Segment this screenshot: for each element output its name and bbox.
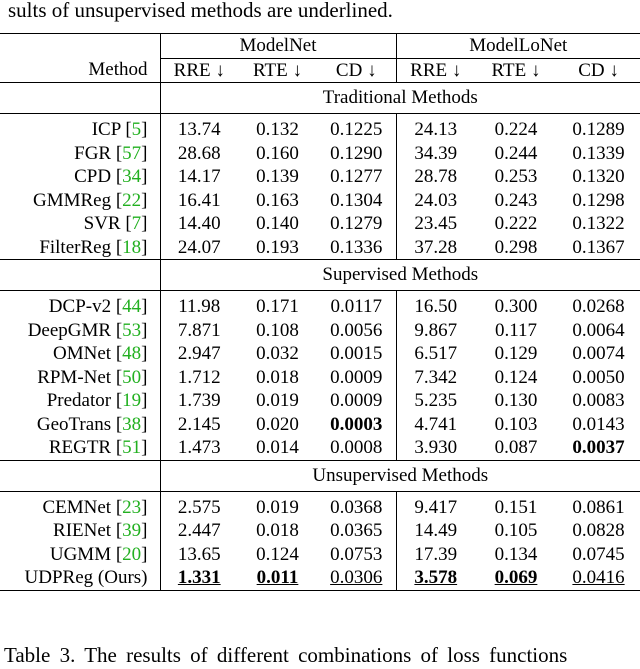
- metric-value: 0.0050: [572, 366, 625, 388]
- citation-link[interactable]: 38: [122, 413, 142, 435]
- metric-value: 0.0009: [330, 390, 383, 411]
- value-cell: [160, 436, 238, 460]
- citation-link[interactable]: 51: [122, 437, 142, 458]
- citation-link[interactable]: 22: [122, 189, 142, 211]
- value-cell: [475, 142, 557, 166]
- metric-value: 0.019: [256, 496, 299, 518]
- value-cell: [160, 543, 238, 567]
- value-cell: [475, 566, 557, 590]
- method-name: REGTR: [48, 437, 112, 458]
- value-cell: [160, 189, 238, 213]
- value-cell: [160, 519, 238, 543]
- metric-value: 0.124: [494, 366, 538, 388]
- value-cell: [557, 389, 640, 413]
- metric-value: 0.298: [494, 236, 538, 258]
- metric-value: 0.0365: [330, 520, 383, 541]
- group-header-modellonet: ModelLoNet: [396, 34, 640, 59]
- caption-bottom: Table 3. The results of different combinations of loss functions: [4, 643, 568, 667]
- value-cell: [396, 189, 475, 213]
- value-cell: [475, 114, 557, 142]
- method-name: DCP-v2: [48, 296, 112, 317]
- table-row: [0, 212, 640, 236]
- value-cell: [557, 212, 640, 236]
- metric-value: 0.134: [494, 543, 538, 565]
- method-cell: FilterReg [18]: [39, 236, 148, 258]
- citation-link[interactable]: 19: [122, 390, 142, 411]
- value-cell: [475, 236, 557, 260]
- metric-value: 11.98: [178, 296, 221, 317]
- metric-value: 0.130: [494, 390, 538, 411]
- metric-value: 0.0074: [572, 343, 625, 364]
- metric-value: 17.39: [414, 543, 458, 565]
- value-cell: [475, 413, 557, 437]
- value-cell: [238, 543, 317, 567]
- value-cell: [475, 543, 557, 567]
- method-cell: CPD [34]: [74, 166, 148, 187]
- value-cell: [317, 543, 396, 567]
- section-title-row: [0, 83, 640, 114]
- metric-value: 2.145: [177, 413, 221, 435]
- section-title-row: [0, 460, 640, 491]
- value-cell: [396, 519, 475, 543]
- method-name: CPD: [74, 166, 112, 187]
- table-row: [0, 142, 640, 166]
- citation-link[interactable]: 44: [122, 296, 142, 317]
- value-cell: [396, 212, 475, 236]
- metric-value: 0.222: [494, 213, 538, 234]
- citation-link[interactable]: 7: [131, 213, 142, 234]
- value-cell: [238, 319, 317, 343]
- metric-value: 0.0064: [572, 319, 625, 341]
- method-name: RIENet: [53, 520, 112, 541]
- citation-link[interactable]: 23: [122, 496, 142, 518]
- value-cell: [557, 189, 640, 213]
- table-row: [0, 389, 640, 413]
- method-name: UGMM: [49, 543, 112, 565]
- citation-link[interactable]: 50: [122, 366, 142, 388]
- metric-value: 0.163: [256, 189, 299, 211]
- value-cell: [557, 114, 640, 142]
- metric-value: 1.739: [177, 390, 221, 411]
- value-cell: [160, 566, 238, 590]
- metric-value: 0.105: [494, 520, 538, 541]
- metric-value: 0.1277: [330, 166, 383, 187]
- metric-value: 0.1322: [572, 213, 625, 234]
- method-name: FGR: [74, 142, 112, 164]
- method-name: FilterReg: [39, 236, 112, 258]
- header-group-row: [0, 34, 640, 59]
- metric-value: 2.447: [177, 520, 221, 541]
- metric-value: 34.39: [414, 142, 458, 164]
- value-cell: [557, 566, 640, 590]
- value-cell: [317, 319, 396, 343]
- method-column-header: Method: [88, 59, 148, 81]
- citation-link[interactable]: 18: [122, 236, 142, 258]
- value-cell: [396, 566, 475, 590]
- metric-header: RRE ↓: [396, 58, 475, 83]
- value-cell: [317, 114, 396, 142]
- metric-value: 9.417: [414, 496, 458, 518]
- value-cell: [396, 236, 475, 260]
- metric-value: 0.300: [494, 296, 538, 317]
- value-cell: [317, 366, 396, 390]
- metric-value: 9.867: [414, 319, 458, 341]
- metric-value: 0.1367: [572, 236, 625, 258]
- value-cell: [317, 491, 396, 519]
- metric-value: 0.140: [256, 213, 299, 234]
- value-cell: [475, 436, 557, 460]
- metric-value: 0.244: [494, 142, 538, 164]
- value-cell: [557, 236, 640, 260]
- metric-value: 0.0268: [572, 296, 625, 317]
- value-cell: [557, 413, 640, 437]
- table-row: [0, 291, 640, 319]
- metric-value: 4.741: [414, 413, 458, 435]
- results-table-body: [0, 34, 640, 591]
- section-title-spacer: [0, 260, 160, 291]
- method-cell: REGTR [51]: [48, 437, 148, 458]
- value-cell: [160, 389, 238, 413]
- value-cell: [160, 413, 238, 437]
- metric-value: 24.03: [414, 189, 458, 211]
- method-cell: GeoTrans [38]: [36, 413, 148, 435]
- value-cell: [396, 543, 475, 567]
- metric-value: 0.224: [494, 119, 538, 140]
- metric-value: 0.0368: [330, 496, 383, 518]
- metric-value: 0.0056: [330, 319, 383, 341]
- value-cell: [475, 366, 557, 390]
- metric-header: CD ↓: [335, 59, 377, 81]
- value-cell: [475, 165, 557, 189]
- group-header-modelnet: ModelNet: [160, 34, 396, 59]
- table-row: [0, 566, 640, 590]
- citation-link[interactable]: 39: [122, 520, 142, 541]
- method-cell: Predator [19]: [46, 390, 148, 411]
- method-cell: UGMM [20]: [49, 543, 148, 565]
- header-metric-row: [0, 58, 640, 83]
- caption-top: sults of unsupervised methods are underlined.: [8, 0, 393, 22]
- value-cell: [160, 291, 238, 319]
- metric-value: 0.0861: [572, 496, 625, 518]
- value-cell: [238, 142, 317, 166]
- value-cell: [238, 236, 317, 260]
- value-cell: [238, 491, 317, 519]
- method-name: CEMNet: [42, 496, 112, 518]
- metric-header: RTE ↓: [491, 59, 541, 81]
- citation-link[interactable]: 34: [122, 166, 142, 187]
- value-cell: [396, 436, 475, 460]
- metric-value: 0.193: [256, 236, 299, 258]
- metric-value: 0.1289: [572, 119, 625, 140]
- value-cell: [557, 342, 640, 366]
- method-name: ICP: [91, 119, 121, 140]
- metric-value: 0.0015: [330, 343, 383, 364]
- method-cell: FGR [57]: [74, 142, 148, 164]
- value-cell: [238, 436, 317, 460]
- metric-value: 13.65: [177, 543, 221, 565]
- value-cell: [238, 189, 317, 213]
- method-cell: SVR [7]: [83, 213, 148, 234]
- table-row: [0, 342, 640, 366]
- metric-value: 1.712: [177, 366, 221, 388]
- metric-value: 14.40: [177, 213, 221, 234]
- value-cell: [317, 142, 396, 166]
- metric-value: 7.342: [414, 366, 458, 388]
- metric-value: 0.0037: [572, 437, 625, 458]
- method-name: Predator: [46, 390, 112, 411]
- value-cell: [238, 342, 317, 366]
- section-title: Supervised Methods: [160, 260, 640, 291]
- method-cell: RPM-Net [50]: [37, 366, 148, 388]
- section-title-row: [0, 260, 640, 291]
- table-row: [0, 319, 640, 343]
- metric-value: 0.0753: [330, 543, 383, 565]
- metric-value: 2.947: [177, 343, 221, 364]
- method-name: DeepGMR: [27, 319, 112, 341]
- method-name: SVR: [83, 213, 121, 234]
- value-cell: [160, 342, 238, 366]
- method-cell: ICP [5]: [0, 114, 160, 142]
- value-cell: [557, 142, 640, 166]
- value-cell: [396, 366, 475, 390]
- table-row: [0, 165, 640, 189]
- citation-link[interactable]: 5: [131, 119, 142, 140]
- value-cell: [160, 212, 238, 236]
- value-cell: [475, 342, 557, 366]
- citation-link[interactable]: 20: [122, 543, 142, 565]
- metric-value: 0.0143: [572, 413, 625, 435]
- metric-value: 16.41: [177, 189, 221, 211]
- value-cell: [475, 519, 557, 543]
- metric-value: 6.517: [414, 343, 458, 364]
- metric-value: 0.0008: [330, 437, 383, 458]
- table-row: [0, 543, 640, 567]
- metric-value: 0.014: [256, 437, 299, 458]
- value-cell: [475, 291, 557, 319]
- section-title: Unsupervised Methods: [160, 460, 640, 491]
- value-cell: [396, 342, 475, 366]
- value-cell: [238, 389, 317, 413]
- metric-value: 0.124: [256, 543, 299, 565]
- value-cell: [238, 366, 317, 390]
- metric-value: 24.07: [177, 236, 221, 258]
- value-cell: [557, 366, 640, 390]
- metric-value: 3.930: [414, 437, 458, 458]
- citation-link[interactable]: 48: [122, 343, 142, 364]
- citation-link[interactable]: 57: [122, 142, 142, 164]
- value-cell: [396, 291, 475, 319]
- value-cell: [475, 319, 557, 343]
- method-cell: DeepGMR [53]: [27, 319, 148, 341]
- value-cell: [160, 142, 238, 166]
- metric-value: 0.1290: [330, 142, 383, 164]
- metric-value: 0.1336: [330, 236, 383, 258]
- metric-value: 1.473: [177, 437, 221, 458]
- metric-value: 28.78: [414, 166, 458, 187]
- method-name: GeoTrans: [36, 413, 112, 435]
- value-cell: [160, 165, 238, 189]
- method-name: OMNet: [53, 343, 112, 364]
- metric-value: 0.0306: [330, 567, 383, 588]
- metric-value: 13.74: [177, 119, 221, 140]
- method-cell: DCP-v2 [44]: [0, 291, 160, 319]
- metric-value: 0.0745: [572, 543, 625, 565]
- method-name: UDPReg (Ours): [24, 567, 148, 588]
- citation-link[interactable]: 53: [122, 319, 142, 341]
- value-cell: [160, 491, 238, 519]
- metric-value: 28.68: [177, 142, 221, 164]
- metric-header: CD ↓: [578, 59, 619, 81]
- metric-value: 0.160: [256, 142, 299, 164]
- method-cell: CEMNet [23]: [0, 491, 160, 519]
- metric-value: 37.28: [414, 236, 458, 258]
- value-cell: [238, 291, 317, 319]
- value-cell: [557, 519, 640, 543]
- table-row: [0, 519, 640, 543]
- value-cell: [317, 189, 396, 213]
- value-cell: [475, 212, 557, 236]
- metric-value: 0.243: [494, 189, 538, 211]
- value-cell: [238, 165, 317, 189]
- metric-value: 0.1279: [330, 213, 383, 234]
- metric-value: 0.1304: [330, 189, 383, 211]
- metric-value: 0.129: [494, 343, 538, 364]
- value-cell: [396, 165, 475, 189]
- value-cell: [475, 389, 557, 413]
- metric-value: 0.1225: [330, 119, 383, 140]
- value-cell: [557, 291, 640, 319]
- value-cell: [160, 366, 238, 390]
- metric-value: 0.0828: [572, 520, 625, 541]
- value-cell: [238, 114, 317, 142]
- method-name: GMMReg: [32, 189, 112, 211]
- metric-value: 23.45: [414, 213, 458, 234]
- value-cell: [396, 491, 475, 519]
- method-cell: [0, 566, 160, 590]
- metric-value: 0.018: [256, 520, 299, 541]
- metric-value: 16.50: [414, 296, 458, 317]
- metric-value: 1.331: [177, 567, 221, 588]
- metric-value: 0.0003: [330, 413, 383, 435]
- metric-value: 0.087: [494, 437, 538, 458]
- value-cell: [160, 319, 238, 343]
- value-cell: [317, 236, 396, 260]
- metric-value: 14.17: [177, 166, 221, 187]
- metric-value: 0.032: [256, 343, 299, 364]
- value-cell: [396, 319, 475, 343]
- value-cell: [317, 519, 396, 543]
- value-cell: [557, 165, 640, 189]
- metric-value: 2.575: [177, 496, 221, 518]
- metric-value: 0.0117: [330, 296, 383, 317]
- table-row: [0, 236, 640, 260]
- value-cell: [317, 212, 396, 236]
- metric-value: 24.13: [414, 119, 458, 140]
- metric-value: 0.1298: [572, 189, 625, 211]
- value-cell: [317, 342, 396, 366]
- metric-value: 0.069: [494, 567, 538, 588]
- metric-value: 0.011: [256, 567, 299, 588]
- metric-value: 0.151: [494, 496, 538, 518]
- section-title-spacer: [0, 460, 160, 491]
- metric-value: 14.49: [414, 520, 458, 541]
- metric-value: 5.235: [414, 390, 458, 411]
- value-cell: [238, 566, 317, 590]
- metric-value: 0.020: [256, 413, 299, 435]
- value-cell: [475, 189, 557, 213]
- metric-value: 0.139: [256, 166, 299, 187]
- value-cell: [557, 491, 640, 519]
- value-cell: [317, 566, 396, 590]
- metric-value: 0.253: [494, 166, 538, 187]
- value-cell: [475, 491, 557, 519]
- value-cell: [317, 413, 396, 437]
- value-cell: [317, 291, 396, 319]
- value-cell: [238, 519, 317, 543]
- value-cell: [238, 413, 317, 437]
- value-cell: [317, 436, 396, 460]
- value-cell: [396, 413, 475, 437]
- section-title: Traditional Methods: [160, 83, 640, 114]
- table-row: [0, 436, 640, 460]
- value-cell: [317, 165, 396, 189]
- method-cell: OMNet [48]: [53, 343, 148, 364]
- metric-value: 0.103: [494, 413, 538, 435]
- metric-value: 7.871: [177, 319, 221, 341]
- metric-value: 0.171: [256, 296, 299, 317]
- table-row: [0, 114, 640, 142]
- table-row: [0, 491, 640, 519]
- metric-value: 0.108: [256, 319, 299, 341]
- value-cell: [557, 543, 640, 567]
- table-row: [0, 366, 640, 390]
- table-row: [0, 413, 640, 437]
- metric-value: 0.132: [256, 119, 299, 140]
- value-cell: [160, 114, 238, 142]
- metric-value: 0.0083: [572, 390, 625, 411]
- metric-header: RTE ↓: [253, 59, 302, 81]
- method-cell: GMMReg [22]: [32, 189, 148, 211]
- metric-value: 0.1339: [572, 142, 625, 164]
- value-cell: [557, 436, 640, 460]
- method-name: RPM-Net: [37, 366, 112, 388]
- metric-value: 0.0416: [572, 567, 625, 588]
- metric-value: 3.578: [414, 567, 458, 588]
- value-cell: [317, 389, 396, 413]
- metric-value: 0.0009: [330, 366, 383, 388]
- value-cell: [396, 114, 475, 142]
- value-cell: [238, 212, 317, 236]
- section-title-spacer: [0, 83, 160, 114]
- metric-header: RRE ↓: [160, 58, 238, 83]
- value-cell: [160, 236, 238, 260]
- method-cell: RIENet [39]: [53, 520, 148, 541]
- metric-value: 0.019: [256, 390, 299, 411]
- metric-value: 0.018: [256, 366, 299, 388]
- metric-value: 0.117: [494, 319, 538, 341]
- value-cell: [396, 389, 475, 413]
- value-cell: [557, 319, 640, 343]
- value-cell: [396, 142, 475, 166]
- metric-value: 0.1320: [572, 166, 625, 187]
- table-row: [0, 189, 640, 213]
- results-table: [0, 33, 640, 591]
